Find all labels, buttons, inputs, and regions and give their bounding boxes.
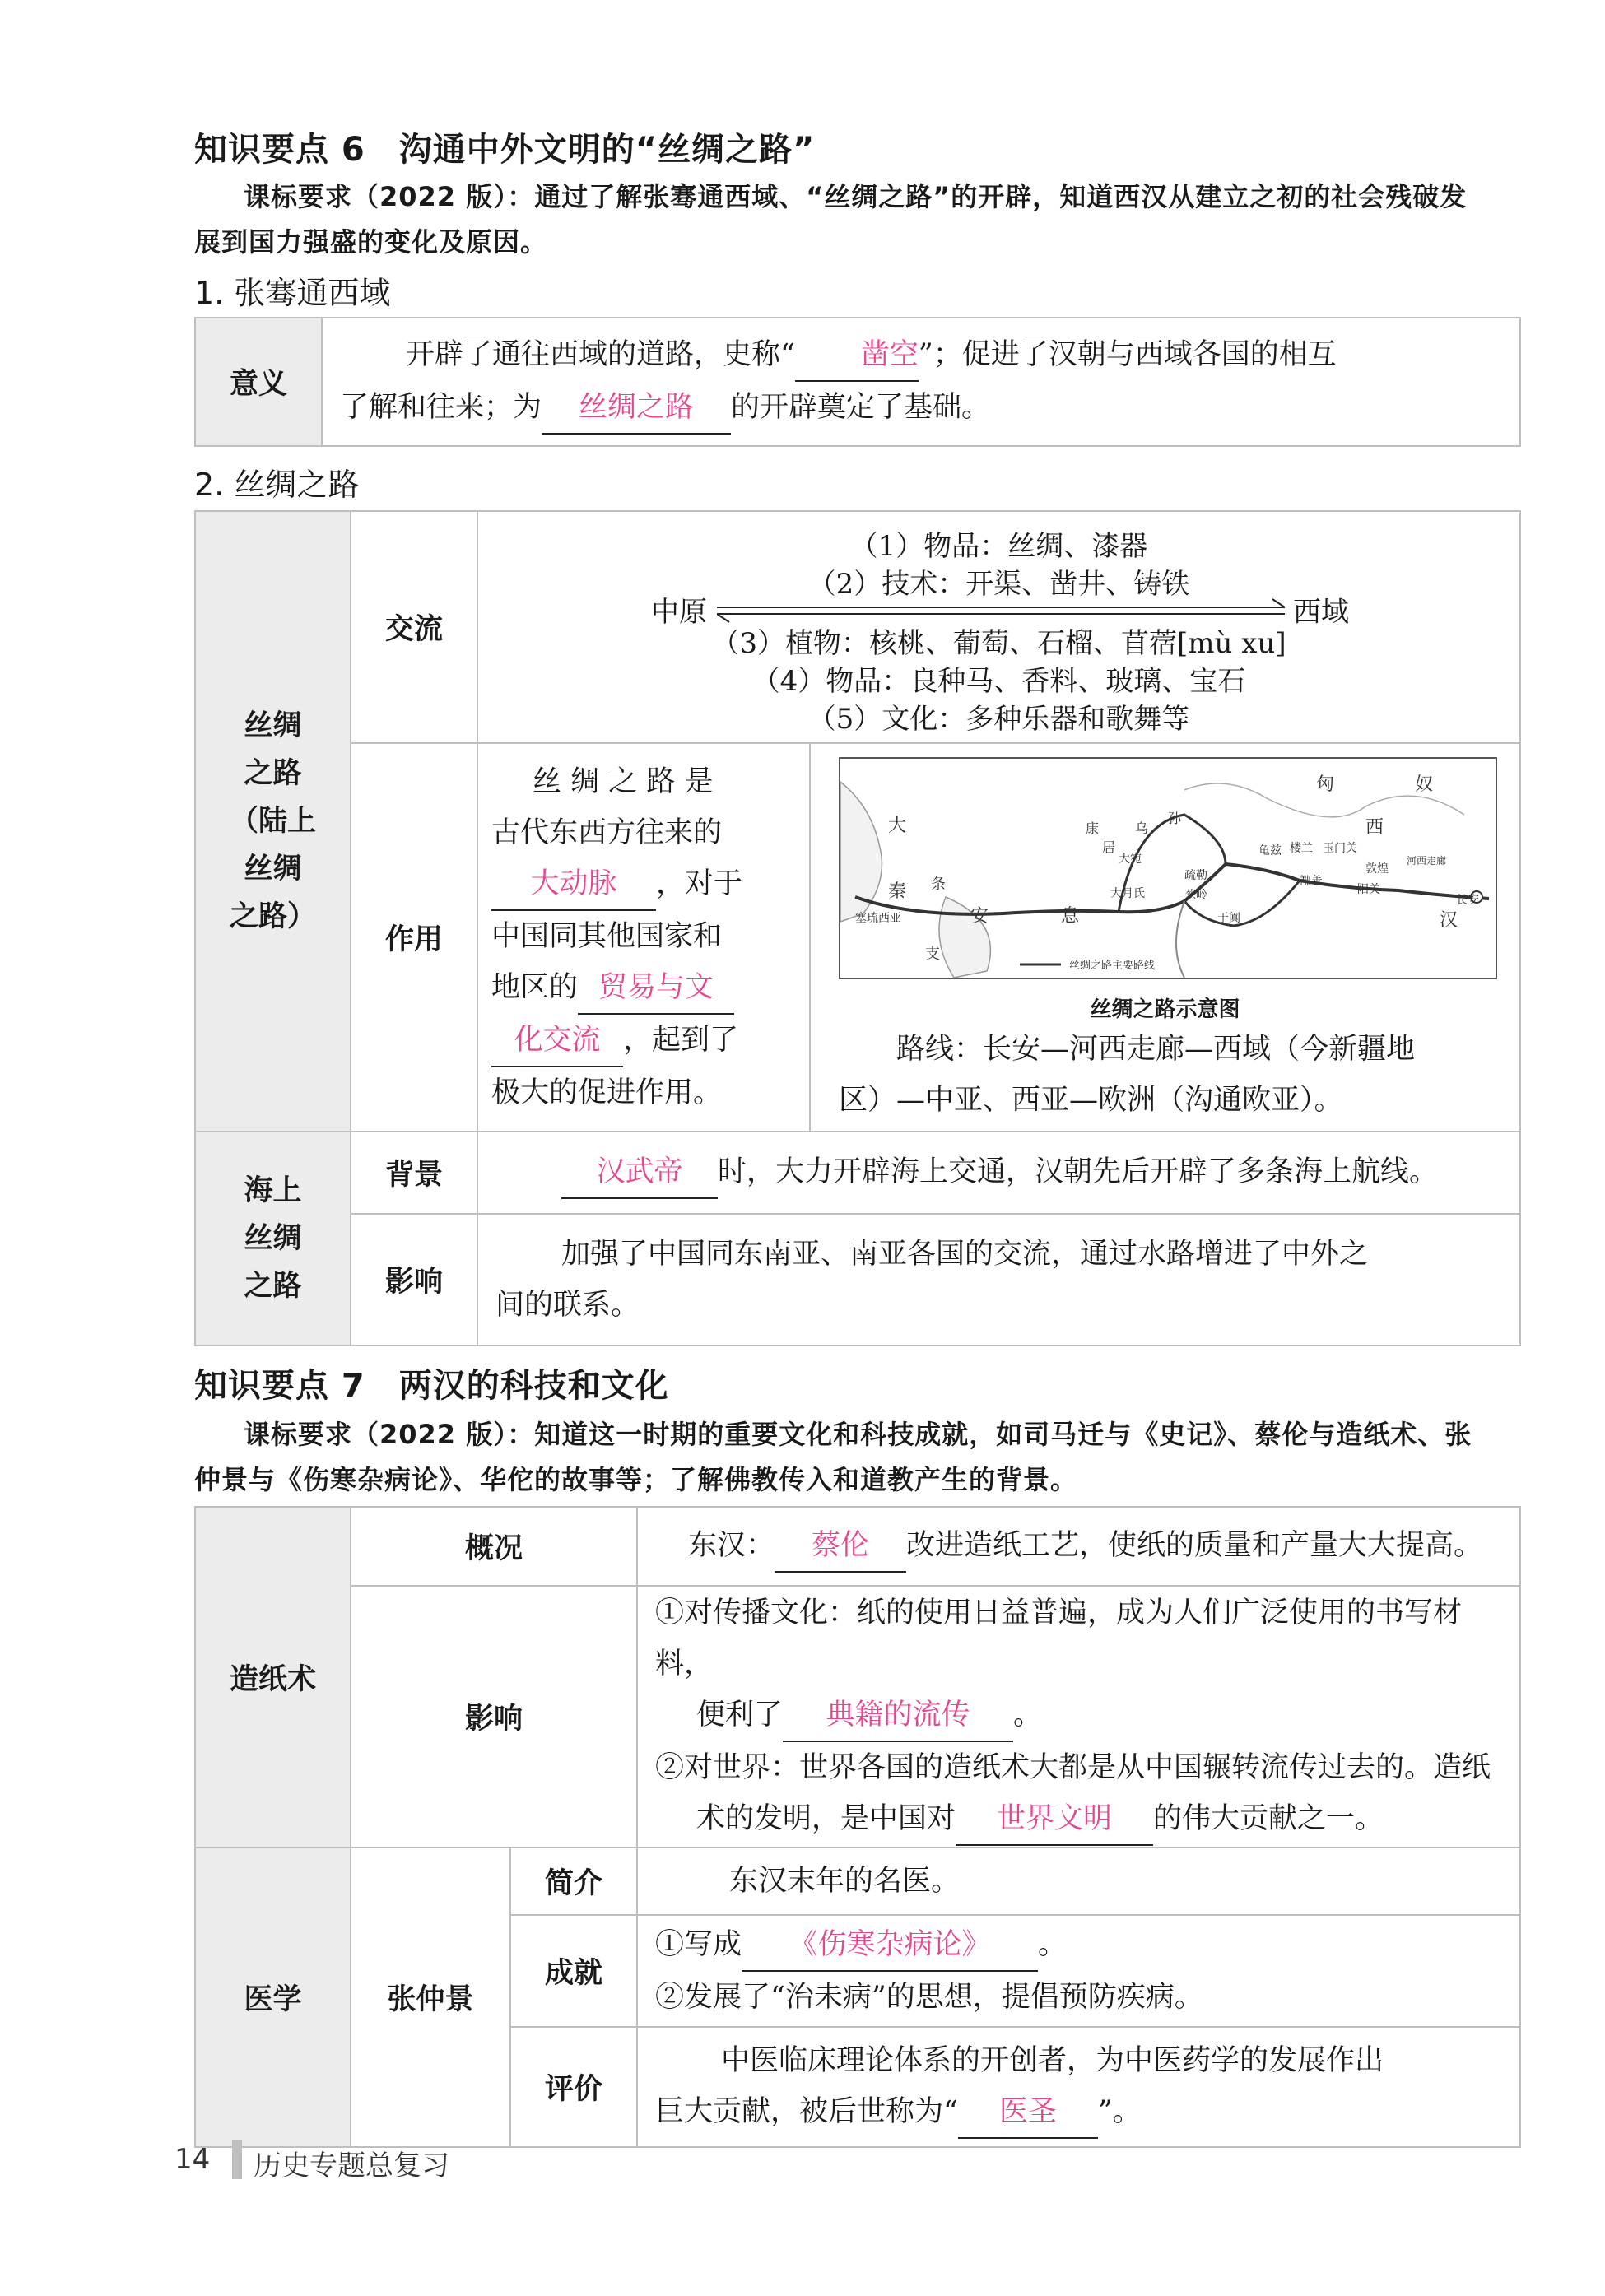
right-end-western-regions: 西域 <box>1293 596 1349 629</box>
role-content <box>477 743 810 1132</box>
sea-label-2: 丝绸 <box>244 1221 302 1255</box>
map-label: 支 <box>925 946 940 963</box>
background-answer: 汉武帝 <box>596 1155 683 1188</box>
background-label: 背景 <box>351 1132 477 1214</box>
land-silk-road-label <box>195 511 351 1132</box>
map-label: 大宛 <box>1119 853 1142 866</box>
map-caption: 丝绸之路示意图 <box>1090 997 1240 1022</box>
zq-answer-1: 凿空 <box>860 338 919 371</box>
map-label: 鄯善 <box>1300 875 1323 888</box>
zq-t4: 的开辟奠定了基础。 <box>731 391 991 424</box>
exchange-label: 交流 <box>351 511 477 743</box>
role-label: 作用 <box>351 743 477 1132</box>
intro-label: 简介 <box>510 1847 637 1915</box>
silk-road-table <box>194 510 1521 1346</box>
paper-impact-1a: ①对传播文化：纸的使用日益普遍，成为人们广泛使用的书写材料， <box>655 1597 1463 1680</box>
medicine-label: 医学 <box>195 1847 351 2147</box>
sea-impact-content <box>477 1214 1520 1346</box>
zhangqian-table <box>194 317 1521 447</box>
sea-silk-road-label <box>195 1132 351 1346</box>
exchange-content <box>477 511 1520 743</box>
evaluation-t3: ”。 <box>1097 2095 1142 2128</box>
role-line-7: 极大的促进作用。 <box>491 1076 723 1109</box>
paper-impact-1c: 。 <box>1013 1699 1043 1731</box>
achievement-answer: 《伤寒杂病论》 <box>789 1928 991 1961</box>
kp6-req-line1: 课标要求（2022 版）：通过了解张骞通西域、“丝绸之路”的开辟，知道西汉从建立之初的社会残破发 <box>244 181 1468 212</box>
background-content <box>477 1132 1520 1214</box>
map-label: 阳关 <box>1357 883 1380 896</box>
sea-impact-label: 影响 <box>351 1214 477 1346</box>
sea-impact-line-2: 间的联系。 <box>495 1289 640 1322</box>
map-label: 河西走廊 <box>1407 855 1447 867</box>
role-line-4: 中国同其他国家和 <box>491 920 723 953</box>
page-number: 14 <box>174 2143 211 2176</box>
sea-impact-line-1: 加强了中国同东南亚、南亚各国的交流，通过水路增进了中外之 <box>561 1238 1369 1271</box>
map-label: 汉 <box>1440 910 1458 931</box>
achievement-1a: ①写成 <box>655 1928 742 1961</box>
paper-impact-label: 影响 <box>351 1586 637 1847</box>
exchange-item-4: （4）物品：良种马、香料、玻璃、宝石 <box>751 665 1246 698</box>
map-label: 匈 <box>1316 774 1335 795</box>
evaluation-line-1: 中医临床理论体系的开创者，为中医药学的发展作出 <box>721 2044 1384 2077</box>
land-label-3: （陆上 <box>229 804 316 838</box>
land-label-2: 之路 <box>244 756 302 790</box>
paper-impact-1b: 便利了 <box>696 1699 784 1731</box>
map-label: 康 <box>1086 820 1100 836</box>
papermaking-label: 造纸术 <box>195 1507 351 1847</box>
tech-culture-table <box>194 1506 1521 2148</box>
background-text: 时，大力开辟海上交通，汉朝先后开辟了多条海上航线。 <box>718 1155 1439 1188</box>
kp7-req-line2: 仲景与《伤寒杂病论》、华佗的故事等；了解佛教传入和道教产生的背景。 <box>194 1464 1078 1495</box>
role-answer-2b: 化交流 <box>514 1024 601 1057</box>
paper-impact-2c: 的伟大贡献之一。 <box>1153 1802 1384 1835</box>
map-legend: 丝绸之路主要路线 <box>1069 960 1156 972</box>
map-label: 安 <box>970 906 989 927</box>
overview-t2: 改进造纸工艺，使纸的质量和产量大大提高。 <box>906 1529 1483 1562</box>
exchange-item-3: （3）植物：核桃、葡萄、石榴、苜蓿[mù xu] <box>711 627 1286 660</box>
overview-t1: 东汉： <box>688 1529 775 1562</box>
section-zhangqian: 1. 张骞通西域 <box>194 275 391 311</box>
achievement-content <box>637 1915 1520 2027</box>
map-label: 奴 <box>1415 774 1434 795</box>
zhangqian-content <box>322 318 1520 446</box>
intro-text: 东汉末年的名医。 <box>729 1865 961 1898</box>
zhang-zhongjing: 张仲景 <box>351 1847 510 2147</box>
map-label: 葱岭 <box>1184 889 1207 902</box>
map-label: 敦煌 <box>1365 862 1389 876</box>
route-line-2: 区）—中亚、西亚—欧洲（沟通欧亚）。 <box>839 1084 1343 1117</box>
role-line-1: 丝 绸 之 路 是 <box>533 765 714 798</box>
overview-label: 概况 <box>351 1507 637 1586</box>
map-label: 秦 <box>888 881 907 902</box>
zq-t3: 了解和往来；为 <box>340 391 542 424</box>
map-label: 孙 <box>1168 811 1182 826</box>
map-label: 长安 <box>1456 894 1479 907</box>
map-label: 楼兰 <box>1290 842 1313 855</box>
route-text <box>839 1024 1503 1126</box>
book-title: 历史专题总复习 <box>254 2150 449 2182</box>
silk-road-map <box>839 757 1497 979</box>
sea-label-1: 海上 <box>244 1174 302 1207</box>
paper-impact-2a: ②对世界：世界各国的造纸术大都是从中国辗转流传过去的。造纸 <box>655 1751 1491 1784</box>
achievement-2: ②发展了“治未病”的思想，提倡预防疾病。 <box>655 1981 1203 2014</box>
map-label: 大 <box>888 816 907 836</box>
overview-answer: 蔡伦 <box>812 1529 870 1562</box>
map-label: 塞琉西亚 <box>855 912 901 925</box>
section-silk-road: 2. 丝绸之路 <box>194 467 360 503</box>
evaluation-label: 评价 <box>510 2027 637 2147</box>
zhangqian-label: 意义 <box>195 318 322 446</box>
map-label: 西 <box>1365 817 1384 838</box>
route-line-1: 路线：长安—河西走廊—西域（今新疆地 <box>896 1033 1416 1066</box>
map-label: 条 <box>931 876 946 893</box>
achievement-label: 成就 <box>510 1915 637 2027</box>
zq-t1: 开辟了通往西域的道路，史称“ <box>406 338 795 371</box>
left-end-central-plains: 中原 <box>651 596 707 629</box>
evaluation-answer: 医圣 <box>998 2095 1057 2128</box>
role-answer-2a: 贸易与文 <box>598 971 714 1004</box>
paper-impact-answer-1: 典籍的流传 <box>826 1699 970 1731</box>
footer-divider <box>232 2140 242 2179</box>
role-line-2: 古代东西方往来的 <box>491 816 723 849</box>
map-label: 息 <box>1061 906 1080 927</box>
map-label: 于阗 <box>1217 912 1240 925</box>
role-t3: 地区的 <box>491 971 579 1004</box>
land-label-4: 丝绸 <box>244 852 302 885</box>
role-t4: ，起到了 <box>623 1024 739 1057</box>
intro-content <box>637 1847 1520 1915</box>
kp6-req-line2: 展到国力强盛的变化及原因。 <box>194 226 548 258</box>
role-t1: ，对于 <box>656 867 743 900</box>
zq-answer-2: 丝绸之路 <box>579 391 695 424</box>
land-label-5: 之路） <box>229 899 316 933</box>
map-label: 大月氏 <box>1110 887 1145 900</box>
kp6-title: 知识要点 6 沟通中外文明的“丝绸之路” <box>194 131 816 169</box>
kp7-req-line1: 课标要求（2022 版）：知道这一时期的重要文化和科技成就，如司马迁与《史记》、蔡伦与造纸术、张 <box>244 1419 1472 1450</box>
map-label: 居 <box>1102 839 1116 855</box>
map-label: 乌 <box>1135 820 1149 836</box>
evaluation-t2: 巨大贡献，被后世称为“ <box>655 2095 958 2128</box>
evaluation-content <box>637 2027 1520 2147</box>
exchange-item-5: （5）文化：多种乐器和歌舞等 <box>807 703 1190 736</box>
zq-t2: ”；促进了汉朝与西域各国的相互 <box>918 338 1337 371</box>
paper-impact-answer-2: 世界文明 <box>997 1802 1113 1835</box>
paper-impact-2b: 术的发明，是中国对 <box>696 1802 956 1835</box>
paper-impact-content <box>637 1586 1520 1847</box>
kp6-requirement <box>194 174 1528 220</box>
map-label: 龟兹 <box>1258 844 1282 858</box>
land-label-1: 丝绸 <box>244 709 302 742</box>
map-cell <box>810 743 1520 1132</box>
exchange-item-2: （2）技术：开渠、凿井、铸铁 <box>807 568 1190 601</box>
sea-label-3: 之路 <box>244 1269 302 1303</box>
map-label: 玉门关 <box>1323 842 1357 855</box>
exchange-item-1: （1）物品：丝绸、漆器 <box>849 530 1148 563</box>
role-answer-1: 大动脉 <box>530 867 617 900</box>
kp7-title: 知识要点 7 两汉的科技和文化 <box>194 1367 669 1405</box>
map-label: 疏勒 <box>1184 869 1207 882</box>
overview-content <box>637 1507 1520 1586</box>
achievement-1b: 。 <box>1038 1928 1068 1961</box>
